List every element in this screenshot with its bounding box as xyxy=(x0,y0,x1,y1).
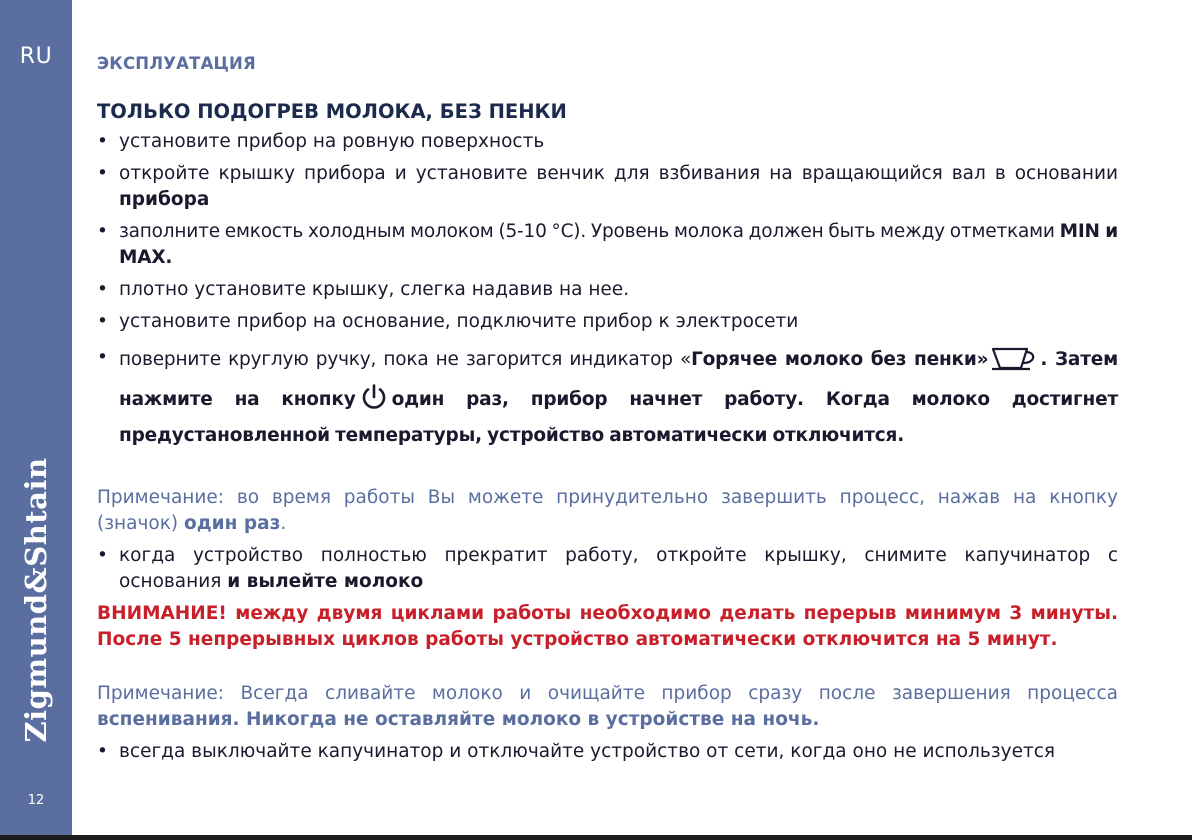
warning-label: ВНИМАНИЕ! xyxy=(97,603,227,624)
bottom-rule xyxy=(0,835,1192,840)
note-bold: один раз xyxy=(184,513,281,534)
note-tail: . xyxy=(280,513,287,534)
language-code: RU xyxy=(19,44,53,69)
list-item-text: плотно установите крышку, слегка надавив на нее. xyxy=(119,279,630,300)
list-item-text: всегда выключайте капучинатор и отключайте устройство от сети, когда оно не используется xyxy=(119,741,1056,762)
list-item-bold: и вылейте молоко xyxy=(227,571,424,592)
list-item xyxy=(97,739,1118,765)
list-item-bold: Горячее молоко без пенки» xyxy=(691,349,989,370)
note-text: Примечание: во время работы Вы можете принудительно завершить процесс, нажав на кнопку (значок) xyxy=(97,487,1118,534)
cup-icon xyxy=(990,343,1038,383)
list-item xyxy=(97,129,1118,155)
section-title: ЭКСПЛУАТАЦИЯ xyxy=(97,54,256,73)
page-number: 12 xyxy=(27,793,45,808)
warning xyxy=(97,601,1118,653)
list-item xyxy=(97,219,1118,271)
note xyxy=(97,681,1118,733)
note-bold: вспенивания. Никогда не оставляйте молоко в устройстве на ночь. xyxy=(97,709,820,730)
list-item-bold: прибора xyxy=(119,189,210,210)
power-button-icon xyxy=(360,383,388,421)
list-item xyxy=(97,277,1118,303)
note xyxy=(97,485,1118,537)
list-item-text: откройте крышку прибора и установите венчик для взбивания на вращающийся вал в основании xyxy=(119,163,1118,184)
list-item-bold: . Затем нажмите на кнопку xyxy=(119,349,1118,410)
list-item-text: заполните емкость холодным молоком (5-10 °С). Уровень молока должен быть между отметками xyxy=(119,221,1060,242)
warning-text: между двумя циклами работы необходимо делать перерыв минимум 3 минуты. После 5 непрерывных циклов работы устройство автоматически отключится на 5 минут. xyxy=(97,603,1118,650)
list-item xyxy=(97,161,1118,213)
brand-logo: Zigmund&Shtain xyxy=(19,457,53,743)
subheading: ТОЛЬКО ПОДОГРЕВ МОЛОКА, БЕЗ ПЕНКИ xyxy=(97,100,567,123)
list-item xyxy=(97,343,1118,451)
list-item-text: установите прибор на ровную поверхность xyxy=(119,131,545,152)
sidebar xyxy=(0,0,72,840)
note-text: Примечание: Всегда сливайте молоко и очищайте прибор сразу после завершения процесса xyxy=(97,683,1118,704)
main-content xyxy=(97,54,1118,771)
list-item xyxy=(97,543,1118,595)
list-item-text: поверните круглую ручку, пока не загорится индикатор « xyxy=(119,349,692,370)
list-item-bold: MIN и MAX. xyxy=(119,221,1118,268)
list-item-text: установите прибор на основание, подключите прибор к электросети xyxy=(119,311,799,332)
list-item-bold: один раз, прибор начнет работу. Когда молоко достигнет предустановленной температуры, устройство автоматически отключится. xyxy=(119,389,1118,446)
list-item-text: когда устройство полностью прекратит работу, откройте крышку, снимите капучинатор с основания xyxy=(119,545,1118,592)
list-item xyxy=(97,309,1118,335)
